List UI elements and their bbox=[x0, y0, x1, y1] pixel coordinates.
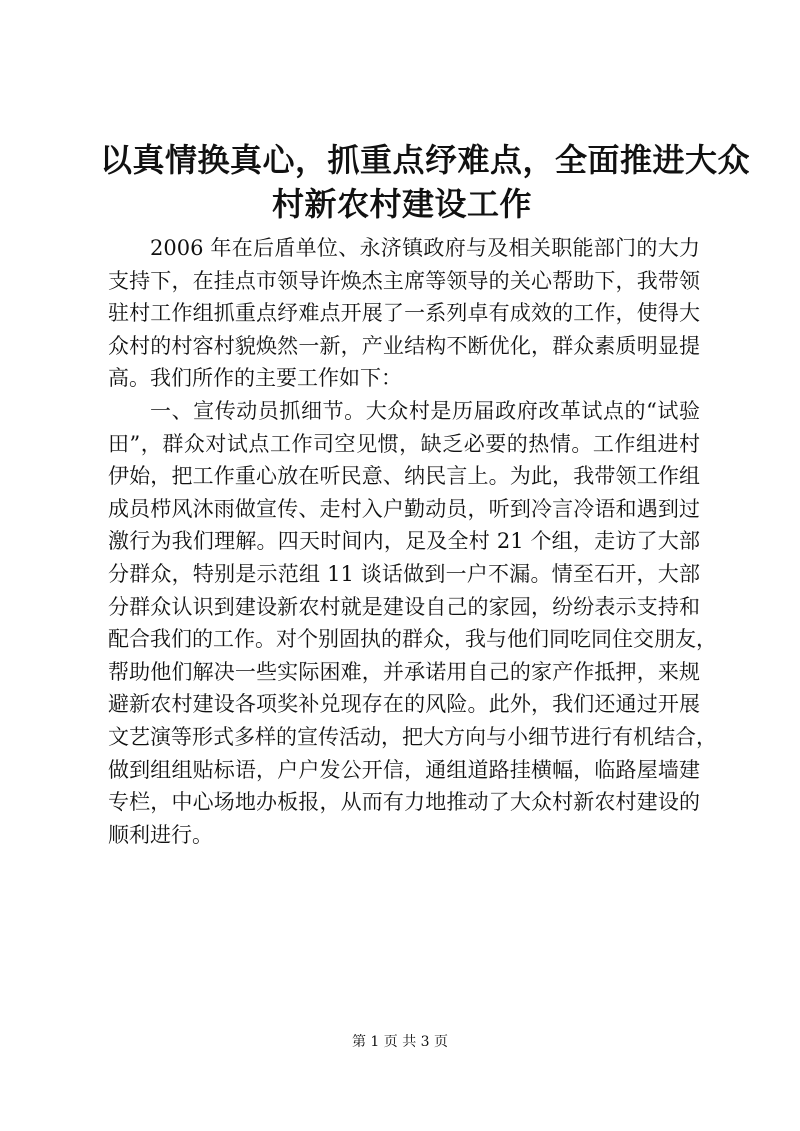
paragraph-line: 成员栉风沐雨做宣传、走村入户勤动员，听到冷言冷语和遇到过 bbox=[108, 496, 700, 521]
paragraph-line: 众村的村容村貌焕然一新，产业结构不断优化，群众素质明显提 bbox=[108, 333, 700, 358]
paragraph-line: 2006 年在后盾单位、永济镇政府与及相关职能部门的大力 bbox=[150, 236, 700, 260]
paragraph-line: 专栏，中心场地办板报，从而有力地推动了大众村新农村建设的 bbox=[108, 790, 700, 815]
title-line-2: 村新农村建设工作 bbox=[271, 185, 532, 223]
paragraph-line: 文艺演等形式多样的宣传活动，把大方向与小细节进行有机结合， bbox=[108, 724, 717, 749]
paragraph-line: 支持下，在挂点市领导许焕杰主席等领导的关心帮助下，我带领 bbox=[108, 268, 700, 293]
paragraph-line: 做到组组贴标语，户户发公开信，通组道路挂横幅，临路屋墙建 bbox=[108, 757, 700, 782]
paragraph-line: 避新农村建设各项奖补兑现存在的风险。此外，我们还通过开展 bbox=[108, 692, 700, 717]
paragraph-line: 帮助他们解决一些实际困难，并承诺用自己的家产作抵押，来规 bbox=[108, 659, 700, 684]
paragraph-line: 激行为我们理解。四天时间内，足及全村 21 个组，走访了大部 bbox=[108, 529, 700, 554]
paragraph-line: 田”，群众对试点工作司空见惯，缺乏必要的热情。工作组进村 bbox=[108, 431, 700, 456]
page-footer bbox=[0, 1032, 800, 1052]
paragraph-line: 伊始，把工作重心放在听民意、纳民言上。为此，我带领工作组 bbox=[108, 464, 700, 489]
paragraph-line: 分群众，特别是示范组 11 谈话做到一户不漏。情至石开，大部 bbox=[108, 561, 700, 586]
paragraph-propaganda bbox=[108, 395, 717, 851]
page-number: 第 1 页 共 3 页 bbox=[351, 1034, 449, 1050]
paragraph-line: 高。我们所作的主要工作如下： bbox=[108, 366, 402, 391]
paragraph-line: 驻村工作组抓重点纾难点开展了一系列卓有成效的工作，使得大 bbox=[108, 301, 700, 326]
document-title bbox=[100, 138, 751, 226]
paragraph-intro bbox=[108, 232, 700, 395]
paragraph-line: 一、宣传动员抓细节。大众村是历届政府改革试点的“试验 bbox=[150, 398, 700, 423]
title-line-1: 以真情换真心，抓重点纾难点，全面推进大众 bbox=[100, 141, 751, 179]
document-body bbox=[108, 232, 717, 851]
paragraph-line: 配合我们的工作。对个别固执的群众，我与他们同吃同住交朋友， bbox=[108, 627, 717, 652]
paragraph-line: 顺利进行。 bbox=[108, 822, 213, 847]
paragraph-line: 分群众认识到建设新农村就是建设自己的家园，纷纷表示支持和 bbox=[108, 594, 700, 619]
